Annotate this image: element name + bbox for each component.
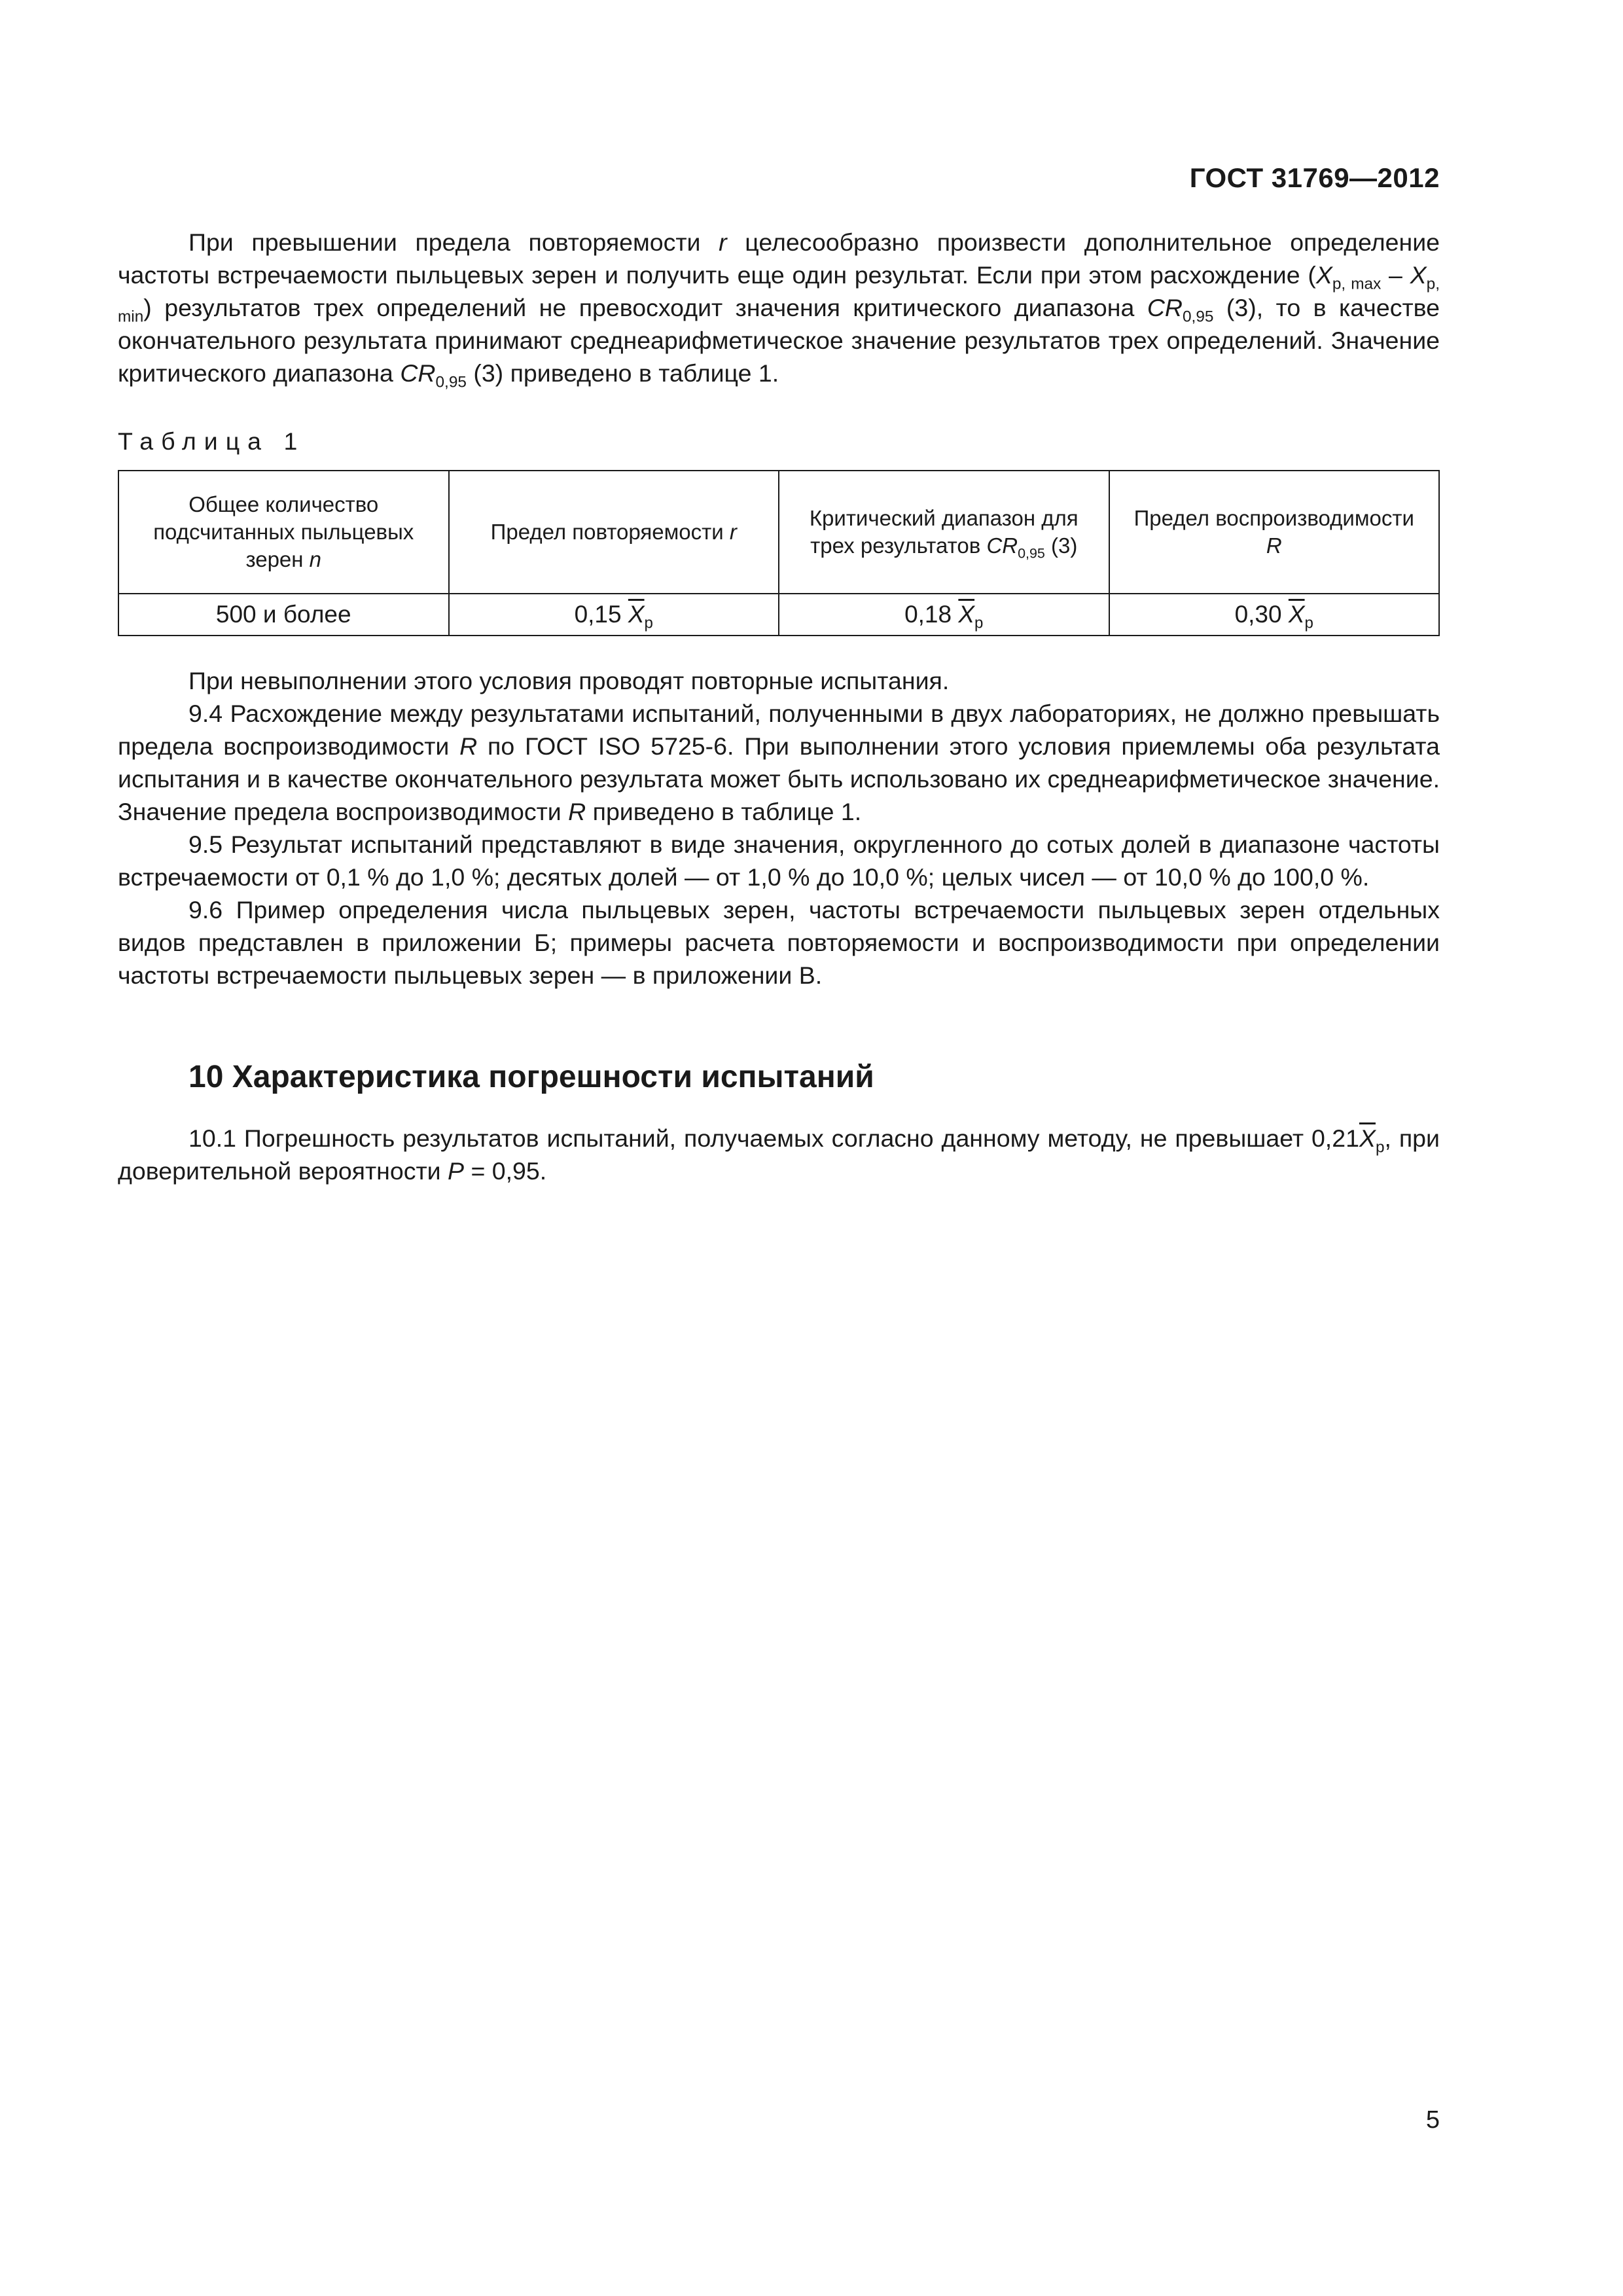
paragraph-9-5: 9.5 Результат испытаний представляют в виде значения, округленного до сотых долей в диапазоне частоты встречаемости от 0,1 % до 1,0 %; десятых долей — от 1,0 % до 10,0 %; целых чисел — от 10,0 % до 100,0 %. xyxy=(118,831,1440,891)
table-row xyxy=(118,594,1439,636)
table-caption: Таблица 1 xyxy=(118,427,306,455)
header-total-count: Общее количество подсчитанных пыльцевых зерен n xyxy=(118,471,449,594)
cell-critical-range: 0,18 $\overline{X}_p$ xyxy=(779,594,1109,636)
paragraph-10-1: 10.1 Погрешность результатов испытаний, получаемых согласно данному методу, не превышает $0,21\overline{X}_p$, при доверительной вероятности P = 0,95. xyxy=(118,1124,1440,1185)
table-header-row xyxy=(118,471,1439,594)
paragraph-repeat-tests: При невыполнении этого условия проводят повторные испытания. xyxy=(188,667,950,694)
header-critical-range: Критический диапазон для трех результатов $CR_{0,95}$ (3) xyxy=(779,471,1109,594)
paragraph-repeatability: При превышении предела повторяемости r целесообразно произвести дополнительное определение частоты встречаемости пыльцевых зерен и получить еще один результат. Если при этом расхождение $(X_{p, max} - X_{p, min})$ результатов трех определений не превосходит значения критического диапазона $CR_{0,95}$ (3), то в качестве окончательного результата принимают среднеарифметическое значение результатов трех определений. Значение критического диапазона $CR_{0,95}$ (3) приведено в таблице 1. xyxy=(118,228,1440,391)
document-code: ГОСТ 31769—2012 xyxy=(1189,162,1440,193)
header-reproducibility-limit: Предел воспроизводимости R xyxy=(1109,471,1440,594)
paragraph-9-4: 9.4 Расхождение между результатами испытаний, полученными в двух лабораториях, не должно превышать предела воспроизводимости R по ГОСТ ISO 5725-6. При выполнении этого условия приемлемы оба результата испытания и в качестве окончательного результата может быть использовано их среднеарифметическое значение. Значение предела воспроизводимости R приведено в таблице 1. xyxy=(118,700,1440,825)
cell-count: 500 и более xyxy=(118,594,449,636)
page-number: 5 xyxy=(1425,2106,1440,2134)
cell-reproducibility: 0,30 $\overline{X}_p$ xyxy=(1109,594,1440,636)
table-1 xyxy=(118,470,1440,636)
section-heading: 10 Характеристика погрешности испытаний xyxy=(188,1060,874,1094)
header-repeatability-limit: Предел повторяемости r xyxy=(449,471,779,594)
paragraph-9-6: 9.6 Пример определения числа пыльцевых зерен, частоты встречаемости пыльцевых зерен отдельных видов представлен в приложении Б; примеры расчета повторяемости и воспроизводимости при определении частоты встречаемости пыльцевых зерен — в приложении В. xyxy=(118,896,1440,989)
cell-repeatability: 0,15 $\overline{X}_p$ xyxy=(449,594,779,636)
paragraphs-9 xyxy=(118,664,1440,992)
